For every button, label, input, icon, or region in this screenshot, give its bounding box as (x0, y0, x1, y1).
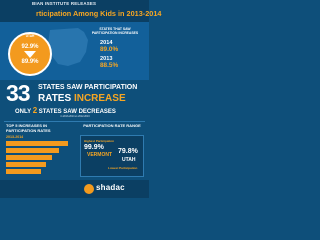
only-prefix: ONLY (15, 109, 33, 115)
shadac-logo: shadac (96, 183, 125, 192)
header-title: rticipation Among Kids in 2013-2014 (36, 9, 162, 18)
lowest-value: 79.8% (118, 148, 138, 155)
down-arrow-icon (24, 51, 36, 58)
headline-line1: STATES SAW PARTICIPATION (38, 84, 138, 91)
header-org: BIAN INSTITUTE RELEASES (32, 1, 97, 6)
utah-2014-value: 89.9% (21, 59, 39, 65)
headline-footnote: in 2013-2014 vs 2012-2013 (60, 115, 90, 118)
increase-bar (6, 141, 68, 146)
increase-bar (6, 162, 46, 167)
increase-bar (6, 155, 52, 160)
year-2-value: 88.5% (100, 62, 119, 69)
highest-label: Highest Participation (84, 139, 115, 143)
only-number: 2 (32, 106, 38, 115)
lowest-state: UTAH (122, 157, 136, 163)
range-title: PARTICIPATION RATE RANGE (83, 123, 141, 128)
big-number: 33 (6, 80, 30, 106)
headline-line2-prefix: RATES (38, 93, 74, 104)
utah-callout-title: UTAH (25, 34, 35, 38)
decrease-line (15, 106, 116, 115)
increase-states-title: STATES THAT SAW PARTICIPATION INCREASES (91, 27, 139, 35)
highest-value: 99.9% (84, 144, 104, 151)
increase-bar (6, 148, 59, 153)
divider (4, 121, 145, 122)
increase-bar (6, 169, 41, 174)
top-increases-subtitle: 2013-2014 (6, 135, 24, 139)
headline-increase: INCREASE (73, 93, 126, 104)
increase-bars (6, 141, 68, 176)
lowest-label: Lowest Participation (108, 166, 138, 170)
logo-mark-icon (84, 184, 94, 194)
footer-bar (0, 180, 149, 198)
year-2-label: 2013 (100, 56, 113, 62)
only-suffix: STATES SAW DECREASES (37, 109, 116, 115)
utah-2013-value: 92.9% (21, 44, 39, 50)
highest-state: VERMONT (87, 152, 112, 158)
top-increases-title: TOP 5 INCREASES IN PARTICIPATION RATES (6, 123, 51, 133)
year-1-label: 2014 (100, 40, 113, 46)
year-1-value: 89.0% (100, 46, 119, 53)
headline-line2 (38, 93, 126, 104)
